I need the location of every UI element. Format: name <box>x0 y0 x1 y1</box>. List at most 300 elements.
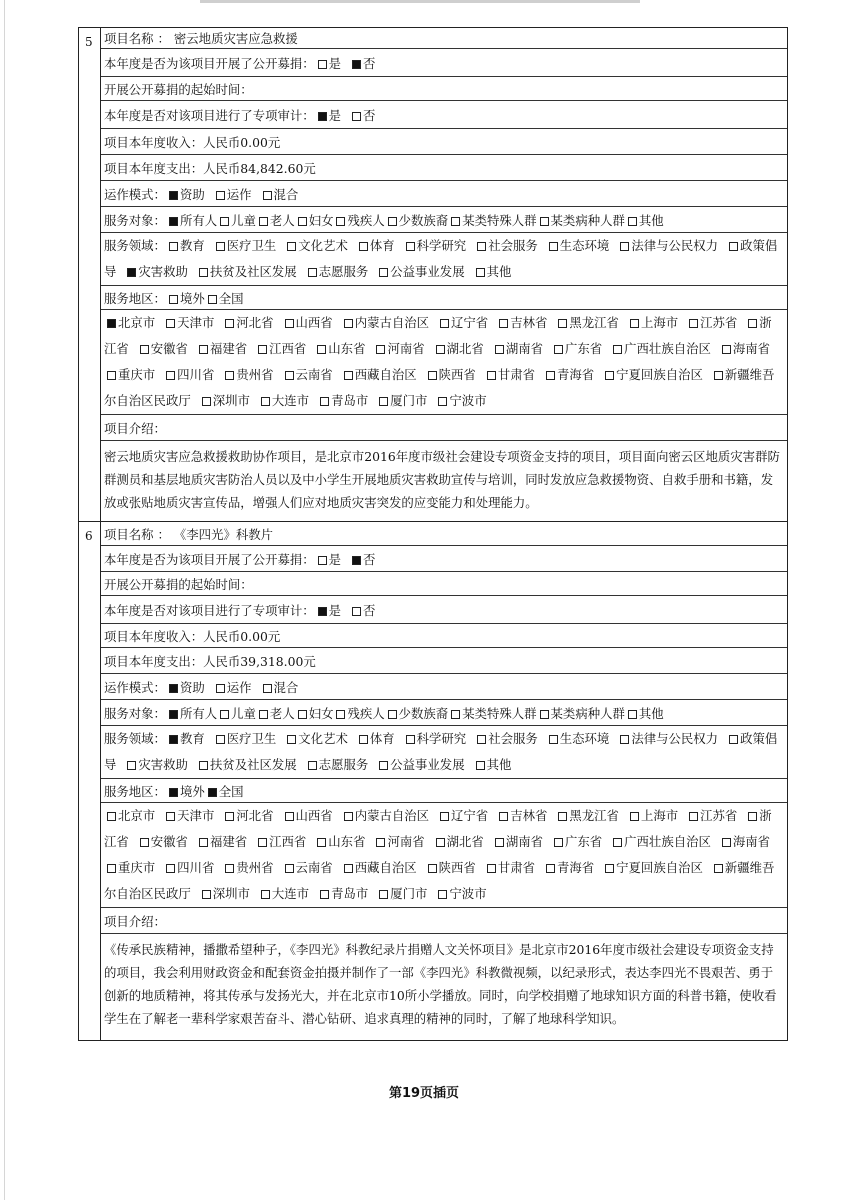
checked-box[interactable] <box>169 684 178 693</box>
option <box>551 341 602 356</box>
option <box>537 211 625 229</box>
unchecked-box[interactable] <box>630 812 639 821</box>
option-label: 少数族裔 <box>398 705 449 721</box>
option-label: 境外 <box>179 290 205 306</box>
unchecked-box[interactable] <box>199 761 208 770</box>
option <box>166 289 205 307</box>
checked-box[interactable] <box>169 735 178 744</box>
service-target-label: 服务对象： <box>104 705 166 721</box>
checked-box[interactable] <box>169 217 178 226</box>
option-label: 老人 <box>269 705 295 721</box>
option <box>222 860 273 875</box>
unchecked-box[interactable] <box>554 345 563 354</box>
option <box>166 782 205 800</box>
unchecked-box[interactable] <box>376 345 385 354</box>
option <box>222 808 273 823</box>
option-label: 吉林省 <box>510 808 548 823</box>
option <box>166 211 217 229</box>
option-label: 湖南省 <box>505 834 543 849</box>
option-label: 其他 <box>486 757 512 772</box>
checked-box[interactable] <box>352 60 361 69</box>
option-label: 妇女 <box>308 212 334 228</box>
unchecked-box[interactable] <box>451 217 460 226</box>
option-label: 混合 <box>273 679 299 695</box>
option-label: 北京市 <box>118 808 156 823</box>
unchecked-box[interactable] <box>558 319 567 328</box>
unchecked-box[interactable] <box>379 761 388 770</box>
unchecked-box[interactable] <box>140 345 149 354</box>
option <box>473 264 512 279</box>
income-text: 项目本年度收入：人民币0.00元 <box>104 628 281 644</box>
option <box>213 185 252 203</box>
unchecked-box[interactable] <box>216 242 225 251</box>
service-field-row <box>101 726 787 779</box>
option <box>719 341 770 356</box>
fundraising-start-row <box>101 572 787 596</box>
unchecked-box[interactable] <box>220 710 229 719</box>
unchecked-box[interactable] <box>263 684 272 693</box>
option <box>385 704 449 722</box>
option <box>213 731 277 746</box>
option-label: 贵州省 <box>236 860 274 875</box>
option-label: 江苏省 <box>700 315 738 330</box>
option <box>385 211 449 229</box>
option <box>104 808 155 823</box>
option-label: 灾害救助 <box>138 264 188 279</box>
option-label: 宁夏回族自治区 <box>616 367 703 382</box>
option-label: 政策倡导 <box>104 238 778 279</box>
option <box>305 757 369 772</box>
project-table <box>78 27 788 1041</box>
unchecked-box[interactable] <box>379 397 388 406</box>
option <box>217 704 256 722</box>
expense-text: 项目本年度支出：人民币39,318.00元 <box>104 653 316 669</box>
option-label: 生态环境 <box>559 731 610 746</box>
unchecked-box[interactable] <box>487 371 496 380</box>
option-label: 科学研究 <box>416 238 467 253</box>
unchecked-box[interactable] <box>308 761 317 770</box>
unchecked-box[interactable] <box>166 319 175 328</box>
operation-mode-label: 运作模式： <box>104 186 166 202</box>
intro-label: 项目介绍： <box>104 913 166 929</box>
option <box>256 704 295 722</box>
option-label: 科学研究 <box>416 731 467 746</box>
service-target-row <box>101 700 787 726</box>
option <box>376 757 464 772</box>
unchecked-box[interactable] <box>613 838 622 847</box>
option-label: 辽宁省 <box>451 315 489 330</box>
unchecked-box[interactable] <box>554 838 563 847</box>
intro-label-row <box>101 415 787 441</box>
service-target-row <box>101 207 787 233</box>
unchecked-box[interactable] <box>344 864 353 873</box>
option-label: 天津市 <box>177 315 215 330</box>
option-label: 浙江省 <box>104 315 772 356</box>
unchecked-box[interactable] <box>169 295 178 304</box>
option <box>555 808 619 823</box>
unchecked-box[interactable] <box>208 295 217 304</box>
checked-box[interactable] <box>127 268 136 277</box>
option <box>315 601 341 619</box>
unchecked-box[interactable] <box>722 345 731 354</box>
unchecked-box[interactable] <box>225 812 234 821</box>
option-label: 深圳市 <box>212 886 250 901</box>
unchecked-box[interactable] <box>714 371 723 380</box>
option-label: 天津市 <box>177 808 215 823</box>
option <box>258 393 309 408</box>
option <box>196 264 297 279</box>
unchecked-box[interactable] <box>344 319 353 328</box>
checked-box[interactable] <box>107 319 116 328</box>
option <box>617 731 718 746</box>
unchecked-box[interactable] <box>605 371 614 380</box>
option-label: 内蒙古自治区 <box>354 808 430 823</box>
unchecked-box[interactable] <box>285 371 294 380</box>
unchecked-box[interactable] <box>318 60 327 69</box>
option <box>546 238 610 253</box>
option-label: 湖南省 <box>505 341 543 356</box>
option-label: 贵州省 <box>236 367 274 382</box>
option-label: 河南省 <box>387 834 425 849</box>
unchecked-box[interactable] <box>620 242 629 251</box>
unchecked-box[interactable] <box>630 319 639 328</box>
option-label: 重庆市 <box>118 860 156 875</box>
option-label: 全国 <box>218 290 244 306</box>
intro-text-row <box>101 441 787 521</box>
unchecked-box[interactable] <box>140 838 149 847</box>
unchecked-box[interactable] <box>722 838 731 847</box>
option-label: 残疾人 <box>347 705 385 721</box>
checked-box[interactable] <box>318 112 327 121</box>
unchecked-box[interactable] <box>107 812 116 821</box>
unchecked-box[interactable] <box>202 397 211 406</box>
unchecked-box[interactable] <box>318 556 327 565</box>
option-label: 其他 <box>638 212 664 228</box>
unchecked-box[interactable] <box>225 371 234 380</box>
option-label: 社会服务 <box>488 238 538 253</box>
option <box>317 886 368 901</box>
unchecked-box[interactable] <box>352 112 361 121</box>
option <box>163 315 214 330</box>
option <box>222 315 273 330</box>
public-fundraising-row <box>101 49 787 77</box>
unchecked-box[interactable] <box>440 319 449 328</box>
option-label: 山西省 <box>295 808 333 823</box>
option <box>341 860 417 875</box>
unchecked-box[interactable] <box>199 838 208 847</box>
checked-box[interactable] <box>169 191 178 200</box>
unchecked-box[interactable] <box>628 217 637 226</box>
option <box>295 211 334 229</box>
unchecked-box[interactable] <box>729 242 738 251</box>
project-block <box>78 522 788 1041</box>
option <box>166 704 217 722</box>
unchecked-box[interactable] <box>320 890 329 899</box>
option <box>537 704 625 722</box>
option <box>256 211 295 229</box>
option-label: 运作 <box>226 679 252 695</box>
unchecked-box[interactable] <box>438 397 447 406</box>
project-number: 5 <box>79 28 101 521</box>
unchecked-box[interactable] <box>263 191 272 200</box>
option-label: 公益事业发展 <box>390 757 465 772</box>
unchecked-box[interactable] <box>202 890 211 899</box>
checked-box[interactable] <box>169 788 178 797</box>
option <box>376 393 427 408</box>
unchecked-box[interactable] <box>549 735 558 744</box>
option <box>295 704 334 722</box>
option-label: 资助 <box>179 186 205 202</box>
special-audit-row <box>101 596 787 624</box>
option-label: 境外 <box>179 783 205 799</box>
unchecked-box[interactable] <box>495 838 504 847</box>
option <box>349 601 375 619</box>
unchecked-box[interactable] <box>320 397 329 406</box>
unchecked-box[interactable] <box>620 735 629 744</box>
option-label: 云南省 <box>295 367 333 382</box>
special-audit-label: 本年度是否对该项目进行了专项审计： <box>104 602 315 618</box>
unchecked-box[interactable] <box>406 242 415 251</box>
option <box>166 238 205 253</box>
option-label: 生态环境 <box>559 238 610 253</box>
unchecked-box[interactable] <box>476 761 485 770</box>
option <box>474 238 538 253</box>
unchecked-box[interactable] <box>216 735 225 744</box>
checked-box[interactable] <box>318 607 327 616</box>
option-label: 江西省 <box>269 341 307 356</box>
unchecked-box[interactable] <box>317 838 326 847</box>
unchecked-box[interactable] <box>216 191 225 200</box>
unchecked-box[interactable] <box>285 864 294 873</box>
unchecked-box[interactable] <box>428 371 437 380</box>
option-label: 老人 <box>269 212 295 228</box>
option-label: 儿童 <box>231 212 256 228</box>
unchecked-box[interactable] <box>487 864 496 873</box>
option-label: 北京市 <box>118 315 156 330</box>
option <box>282 367 333 382</box>
option <box>217 211 256 229</box>
unchecked-box[interactable] <box>495 345 504 354</box>
project-name-label: 项目名称 ： <box>104 31 170 46</box>
unchecked-box[interactable] <box>216 684 225 693</box>
option <box>333 211 384 229</box>
option <box>496 315 547 330</box>
unchecked-box[interactable] <box>546 864 555 873</box>
intro-label-row <box>101 908 787 934</box>
unchecked-box[interactable] <box>336 217 345 226</box>
option-label: 其他 <box>486 264 512 279</box>
unchecked-box[interactable] <box>352 607 361 616</box>
option <box>124 264 188 279</box>
option-label: 四川省 <box>177 860 215 875</box>
option-label: 四川省 <box>177 367 215 382</box>
option-label: 某类特殊人群 <box>462 705 537 721</box>
unchecked-box[interactable] <box>476 268 485 277</box>
unchecked-box[interactable] <box>127 761 136 770</box>
unchecked-box[interactable] <box>261 890 270 899</box>
unchecked-box[interactable] <box>107 864 116 873</box>
unchecked-box[interactable] <box>317 345 326 354</box>
unchecked-box[interactable] <box>748 319 757 328</box>
unchecked-box[interactable] <box>477 735 486 744</box>
option-label: 黑龙江省 <box>569 315 619 330</box>
checked-box[interactable] <box>208 788 217 797</box>
option <box>166 731 205 746</box>
unchecked-box[interactable] <box>379 268 388 277</box>
unchecked-box[interactable] <box>558 812 567 821</box>
fundraising-start-row <box>101 77 787 101</box>
unchecked-box[interactable] <box>220 217 229 226</box>
option <box>719 834 770 849</box>
option <box>137 834 188 849</box>
option-label: 文化艺术 <box>298 238 348 253</box>
unchecked-box[interactable] <box>714 864 723 873</box>
option <box>199 886 250 901</box>
intro-text: 《传承民族精神，播撒希望种子，《李四光》科教纪录片捐赠人文关怀项目》是北京市2016年度市级社会建设专项资金支持的项目，我会利用财政资金和配套资金拍摄并制作了一部《李四光》科教微视频，以纪录形式，表达李四光不畏艰苦、勇于创新的地质精神，将其传承与发扬光大，并在北京市10所小学播放。同时，向学校捐赠了地球知识方面的科普书籍，使收看学生在了解老一辈科学家艰苦奋斗、潜心钻研、追求真理的精神的同时，了解了地球科学知识。 <box>104 942 777 1026</box>
unchecked-box[interactable] <box>259 217 268 226</box>
option-label: 西藏自治区 <box>354 367 417 382</box>
unchecked-box[interactable] <box>258 345 267 354</box>
unchecked-box[interactable] <box>261 397 270 406</box>
unchecked-box[interactable] <box>628 710 637 719</box>
option-label: 新疆维吾尔自治区民政厅 <box>104 367 775 408</box>
unchecked-box[interactable] <box>199 345 208 354</box>
unchecked-box[interactable] <box>359 242 368 251</box>
unchecked-box[interactable] <box>748 812 757 821</box>
option <box>104 367 155 382</box>
unchecked-box[interactable] <box>376 838 385 847</box>
unchecked-box[interactable] <box>225 864 234 873</box>
option-label: 大连市 <box>271 393 310 408</box>
checked-box[interactable] <box>169 710 178 719</box>
intro-text-row <box>101 934 787 1040</box>
unchecked-box[interactable] <box>540 710 549 719</box>
unchecked-box[interactable] <box>440 812 449 821</box>
public-fundraising-label: 本年度是否为该项目开展了公开募捐： <box>104 55 315 71</box>
unchecked-box[interactable] <box>379 890 388 899</box>
unchecked-box[interactable] <box>336 710 345 719</box>
option <box>625 704 664 722</box>
option-label: 甘肃省 <box>497 860 535 875</box>
unchecked-box[interactable] <box>344 371 353 380</box>
unchecked-box[interactable] <box>406 735 415 744</box>
checked-box[interactable] <box>352 556 361 565</box>
option <box>317 393 368 408</box>
option <box>356 238 395 253</box>
unchecked-box[interactable] <box>499 812 508 821</box>
unchecked-box[interactable] <box>729 735 738 744</box>
option-label: 深圳市 <box>212 393 250 408</box>
intro-label: 项目介绍： <box>104 420 166 436</box>
option-label: 黑龙江省 <box>569 808 619 823</box>
unchecked-box[interactable] <box>689 812 698 821</box>
option <box>686 808 737 823</box>
option-label: 福建省 <box>209 341 248 356</box>
option-label: 法律与公民权力 <box>631 731 719 746</box>
unchecked-box[interactable] <box>689 319 698 328</box>
unchecked-box[interactable] <box>259 710 268 719</box>
unchecked-box[interactable] <box>107 371 116 380</box>
project-rows <box>101 522 787 1040</box>
option <box>196 757 297 772</box>
unchecked-box[interactable] <box>451 710 460 719</box>
option-label: 江苏省 <box>700 808 738 823</box>
project-number: 6 <box>79 522 101 1040</box>
option-label: 青岛市 <box>331 393 369 408</box>
option <box>104 315 155 330</box>
option-label: 广东省 <box>564 834 603 849</box>
option <box>349 54 375 72</box>
option-label: 内蒙古自治区 <box>354 315 430 330</box>
unchecked-box[interactable] <box>436 838 445 847</box>
option <box>284 238 348 253</box>
unchecked-box[interactable] <box>605 864 614 873</box>
unchecked-box[interactable] <box>388 217 397 226</box>
unchecked-box[interactable] <box>287 735 296 744</box>
unchecked-box[interactable] <box>285 812 294 821</box>
option-label: 残疾人 <box>347 212 385 228</box>
unchecked-box[interactable] <box>225 319 234 328</box>
option-label: 是 <box>328 602 342 618</box>
unchecked-box[interactable] <box>540 217 549 226</box>
option-label: 江西省 <box>269 834 307 849</box>
unchecked-box[interactable] <box>258 838 267 847</box>
unchecked-box[interactable] <box>344 812 353 821</box>
option-label: 甘肃省 <box>497 367 535 382</box>
option-label: 公益事业发展 <box>390 264 465 279</box>
special-audit-label: 本年度是否对该项目进行了专项审计： <box>104 107 315 123</box>
unchecked-box[interactable] <box>388 710 397 719</box>
unchecked-box[interactable] <box>287 242 296 251</box>
option-label: 宁波市 <box>449 886 487 901</box>
option <box>315 106 341 124</box>
unchecked-box[interactable] <box>359 735 368 744</box>
unchecked-box[interactable] <box>477 242 486 251</box>
option-label: 否 <box>363 551 376 567</box>
option-label: 青岛市 <box>331 886 369 901</box>
unchecked-box[interactable] <box>298 217 307 226</box>
project-name-label: 项目名称 ： <box>104 526 170 542</box>
service-region-row <box>101 779 787 803</box>
unchecked-box[interactable] <box>166 371 175 380</box>
option-label: 河北省 <box>236 315 274 330</box>
option <box>602 367 703 382</box>
unchecked-box[interactable] <box>166 864 175 873</box>
option <box>484 367 535 382</box>
unchecked-box[interactable] <box>169 242 178 251</box>
unchecked-box[interactable] <box>436 345 445 354</box>
unchecked-box[interactable] <box>549 242 558 251</box>
option-label: 扶贫及社区发展 <box>209 757 297 772</box>
unchecked-box[interactable] <box>546 371 555 380</box>
service-region-label: 服务地区： <box>104 290 166 306</box>
unchecked-box[interactable] <box>438 890 447 899</box>
unchecked-box[interactable] <box>298 710 307 719</box>
option-label: 教育 <box>179 731 205 746</box>
option <box>610 341 711 356</box>
unchecked-box[interactable] <box>308 268 317 277</box>
unchecked-box[interactable] <box>428 864 437 873</box>
unchecked-box[interactable] <box>166 812 175 821</box>
option <box>448 211 536 229</box>
option-label: 灾害救助 <box>138 757 188 772</box>
unchecked-box[interactable] <box>285 319 294 328</box>
unchecked-box[interactable] <box>613 345 622 354</box>
unchecked-box[interactable] <box>199 268 208 277</box>
unchecked-box[interactable] <box>499 319 508 328</box>
option <box>213 678 252 696</box>
option-label: 大连市 <box>271 886 310 901</box>
